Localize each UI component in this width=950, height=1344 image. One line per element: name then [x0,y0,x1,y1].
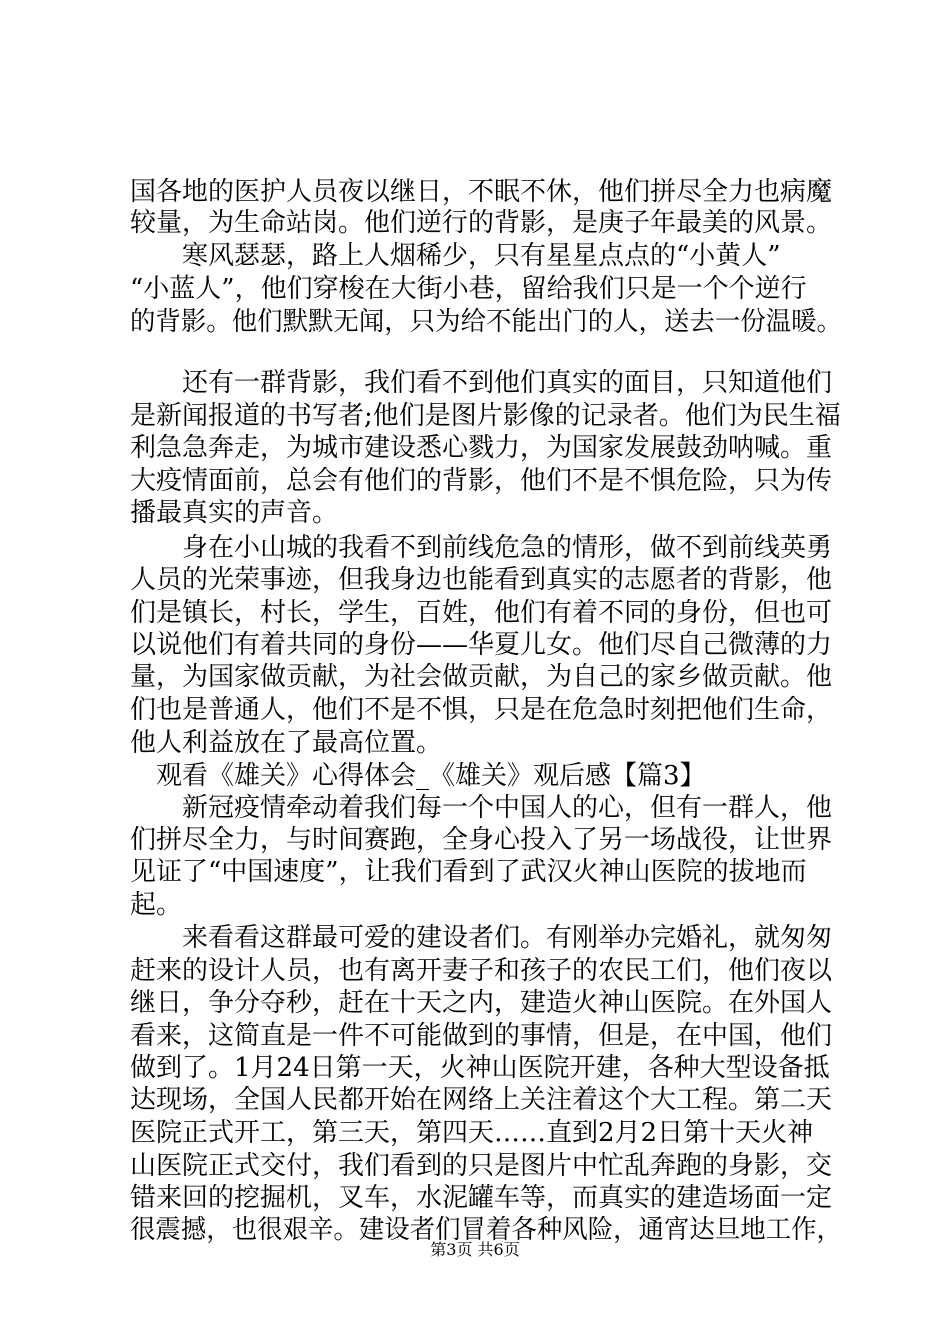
text-line: 们也是普通人，他们不是不惧，只是在危急时刻把他们生命， [130,695,833,725]
section-heading: 观看《雄关》心得体会_《雄关》观后感【篇3】 [130,761,706,791]
text-line: 大疫情面前，总会有他们的背影，他们不是不惧危险，只为传 [130,466,833,496]
text-line: 看来，这简直是一件不可能做到的事情，但是，在中国，他们 [130,1021,833,1051]
text-line: 山医院正式交付，我们看到的只是图片中忙乱奔跑的身影，交 [130,1151,833,1181]
text-line: 们是镇长，村长，学生，百姓，他们有着不同的身份，但也可 [130,598,833,628]
text-line: 见证了“中国速度”，让我们看到了武汉火神山医院的拔地而 [130,857,807,887]
text-line: 起。 [130,890,183,920]
text-line: 医院正式开工，第三天，第四天……直到2月2日第十天火神 [130,1118,814,1148]
text-line: 以说他们有着共同的身份——华夏儿女。他们尽自己微薄的力 [130,630,833,660]
text-line: 国各地的医护人员夜以继日，不眠不休，他们拼尽全力也病魔 [130,177,833,207]
text-line: 身在小山城的我看不到前线危急的情形，做不到前线英勇 [130,533,833,563]
text-line: 很震撼，也很艰辛。建设者们冒着各种风险，通宵达旦地工作， [130,1215,842,1245]
text-line: 较量，为生命站岗。他们逆行的背影，是庚子年最美的风景。 [130,208,833,238]
page-number: 第3页 共6页 [430,1240,520,1259]
text-line: 的背影。他们默默无闻，只为给不能出门的人，送去一份温暖。 [130,307,842,337]
text-line: 继日，争分夺秒，赶在十天之内，建造火神山医院。在外国人 [130,988,833,1018]
text-line: 人员的光荣事迹，但我身边也能看到真实的志愿者的背影，他 [130,565,833,595]
text-line: 播最真实的声音。 [130,498,339,528]
text-line: 利急急奔走，为城市建设悉心戮力，为国家发展鼓劲呐喊。重 [130,433,833,463]
text-line: “小蓝人”，他们穿梭在大街小巷，留给我们只是一个个逆行 [130,274,807,304]
text-line: 来看看这群最可爱的建设者们。有刚举办完婚礼，就匆匆 [130,923,833,953]
text-line: 他人利益放在了最高位置。 [130,728,443,758]
text-line: 赶来的设计人员，也有离开妻子和孩子的农民工们，他们夜以 [130,956,833,986]
text-line: 还有一群背影，我们看不到他们真实的面目，只知道他们 [130,368,833,398]
text-line: 错来回的挖掘机，叉车，水泥罐车等，而真实的建造场面一定 [130,1183,833,1213]
text-line: 量，为国家做贡献，为社会做贡献，为自己的家乡做贡献。他 [130,662,833,692]
text-line: 新冠疫情牵动着我们每一个中国人的心，但有一群人，他 [130,793,833,823]
text-line: 达现场，全国人民都开始在网络上关注着这个大工程。第二天 [130,1085,833,1115]
text-line: 是新闻报道的书写者;他们是图片影像的记录者。他们为民生福 [130,401,841,431]
text-line: 们拼尽全力，与时间赛跑，全身心投入了另一场战役，让世界 [130,825,833,855]
text-line: 做到了。1月24日第一天，火神山医院开建，各种大型设备抵 [130,1053,830,1083]
text-line: 寒风瑟瑟，路上人烟稀少，只有星星点点的“小黄人” [130,241,781,271]
